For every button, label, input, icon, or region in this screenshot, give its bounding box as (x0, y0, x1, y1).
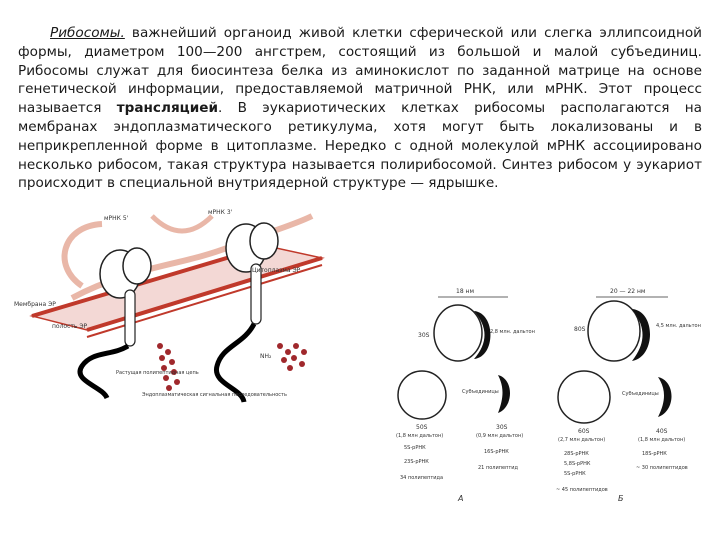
label-60s-mass: (2,7 млн дальтон) (558, 437, 606, 443)
panel-b (556, 288, 701, 503)
label-40s: 40S (656, 428, 668, 435)
size-18nm: 18 нм (456, 288, 474, 295)
ribosome-80s (588, 301, 640, 361)
ribosome-definition (18, 24, 702, 193)
label-28s: 28S-рРНК (564, 451, 589, 457)
label-30s-mass: (0,9 млн дальтон) (476, 433, 524, 439)
label-mrna-3: мРНК 3' (208, 209, 233, 216)
label-30s-top: 30S (418, 332, 430, 339)
label-60s: 60S (578, 428, 590, 435)
label-lumen: полость ЭР (52, 323, 88, 330)
ribosome-70s (434, 305, 482, 361)
label-45-poly: ~ 45 полипептидов (556, 487, 608, 493)
large-subunit-b (558, 371, 610, 423)
label-34-poly: 34 полипептида (400, 475, 444, 481)
panel-letter-a: А (458, 494, 464, 503)
term-translation: трансляцией (116, 100, 219, 117)
label-mass-a: 2,8 млн. дальтон (490, 329, 535, 335)
label-40s-mass: (1,8 млн дальтон) (638, 437, 686, 443)
mrna-strand-3 (152, 216, 212, 231)
polypeptide-chain-2 (216, 324, 254, 402)
label-18s: 18S-рРНК (642, 451, 667, 457)
panel-letter-b: Б (618, 494, 624, 503)
label-23s: 23S-рРНК (404, 459, 429, 465)
er-ribosome-figure (12, 206, 322, 406)
text-part-1: важнейший органоид живой клетки сферической или слегка эллипсоидной формы, диаметром 100—200 ангстрем, состоящий из большой и малой субъединиц. Рибосомы служат для биосинтеза белка из аминокислот по заданной матрице на основе генетической информации, предоставляемой матричной РНК, или мРНК. Этот процесс называется (18, 25, 702, 117)
label-16s: 16S-рРНК (484, 449, 509, 455)
label-5s-a: 5S-рРНК (404, 445, 426, 451)
label-subunits-a: Субъединицы (462, 389, 499, 395)
label-signal: Эндоплазматическая сигнальная последовательность (142, 392, 287, 398)
paragraph (18, 24, 702, 193)
mrna-strand-1 (65, 224, 102, 286)
label-58s: 5,8S-рРНК (564, 461, 591, 467)
label-mrna-5: мРНК 5' (104, 215, 129, 222)
term-ribosomes: Рибосомы. (50, 25, 125, 41)
ribosome-subunits-figure (378, 283, 701, 508)
label-50s: 50S (416, 424, 428, 431)
protein-beads-1 (157, 343, 180, 391)
small-subunit-a (498, 375, 510, 413)
label-80s: 80S (574, 326, 586, 333)
small-subunit-b (658, 377, 672, 417)
label-21-poly: 21 полипептид (478, 465, 518, 471)
label-30s: 30S (496, 424, 508, 431)
label-growing-chain: Растущая полипептидная цепь (116, 370, 199, 376)
label-subunits-b: Субъединицы (622, 391, 659, 397)
label-er: Мембрана ЭР (14, 301, 56, 308)
large-subunit-a (398, 371, 446, 419)
label-5s-b: 5S-рРНК (564, 471, 586, 477)
label-mass-b: 4,5 млн. дальтон (656, 323, 701, 329)
size-20-22nm: 20 — 22 нм (610, 288, 646, 295)
label-nh2: NH₂ (260, 353, 272, 360)
label-50s-mass: (1,8 млн дальтон) (396, 433, 444, 439)
panel-a (396, 288, 535, 503)
protein-beads-2 (277, 343, 307, 371)
label-er-membrane: Цитоплазма ЭР (252, 267, 301, 274)
label-30-poly: ~ 30 полипептидов (636, 465, 688, 471)
text-part-2: . В эукариотических клетках рибосомы располагаются на мембранах эндоплазматического ретикулума, хотя могут быть локализованы и в неприкрепленной форме в цитоплазме. Нередко с одной молекулой мРНК ассоциировано несколько рибосом, такая структура называется полирибосомой. Синтез рибосом у эукариот происходит в специальной внутриядерной структуре — ядрышке. (18, 100, 702, 192)
